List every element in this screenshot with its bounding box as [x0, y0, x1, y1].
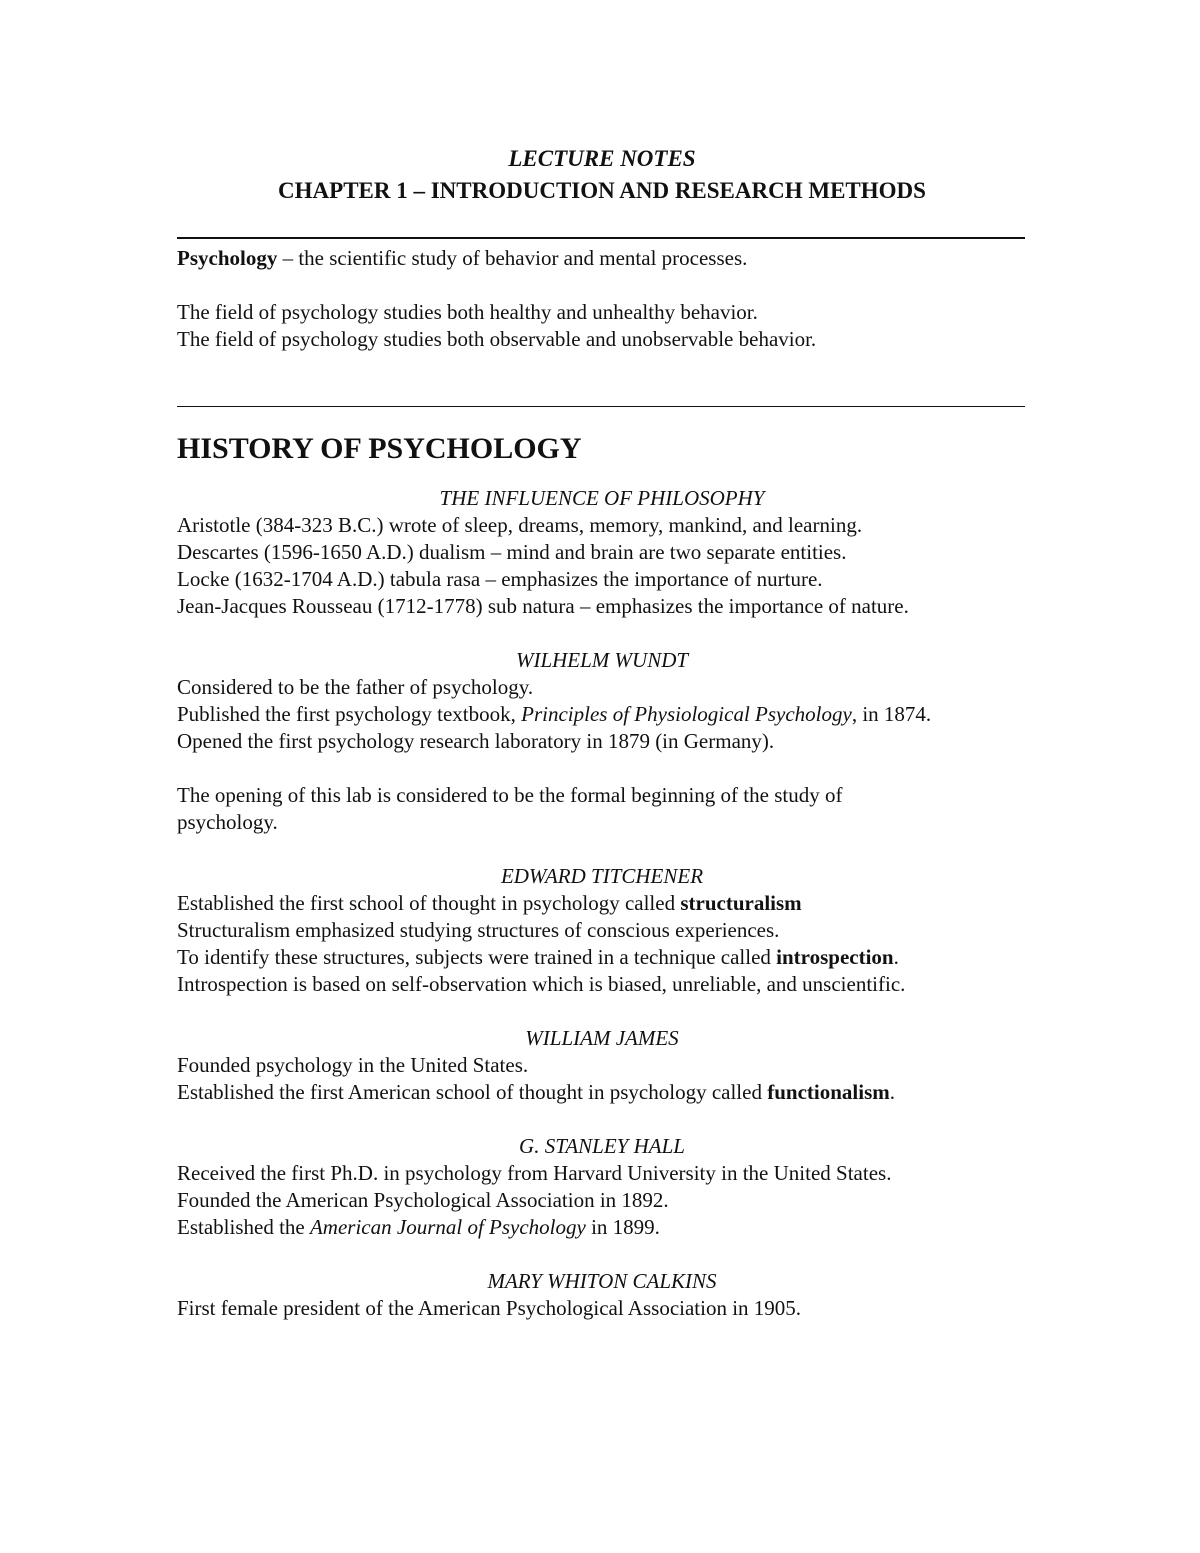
hall-line-1: Received the first Ph.D. in psychology from Harvard University in the United States.: [177, 1161, 892, 1185]
titchener-line-3-end: .: [893, 945, 899, 969]
spacer: [177, 836, 1027, 863]
titchener-line-4: Introspection is based on self-observation which is biased, unreliable, and unscientific.: [177, 972, 906, 996]
section-title-titchener: EDWARD TITCHENER: [500, 864, 704, 888]
spacer: [177, 755, 1027, 782]
wundt-paragraph: The opening of this lab is considered to be the formal beginning of the study of psychology.: [177, 783, 843, 834]
term-structuralism: structuralism: [680, 891, 802, 915]
section-title-wundt: WILHELM WUNDT: [515, 648, 689, 672]
wundt-line-3: Opened the first psychology research laboratory in 1879 (in Germany).: [177, 729, 775, 753]
field-line-1: The field of psychology studies both healthy and unhealthy behavior.: [177, 300, 758, 324]
philosophy-line-4: Jean-Jacques Rousseau (1712-1778) sub natura – emphasizes the importance of nature.: [177, 594, 909, 618]
james-line-2-text: Established the first American school of thought in psychology called: [177, 1080, 768, 1104]
field-line-2: The field of psychology studies both observable and unobservable behavior.: [177, 327, 817, 351]
spacer: [177, 272, 1027, 299]
journal-title: American Journal of Psychology: [309, 1215, 586, 1239]
doc-title: LECTURE NOTES: [508, 146, 696, 171]
wundt-line-2: [177, 701, 1027, 728]
section-title-philosophy: THE INFLUENCE OF PHILOSOPHY: [439, 486, 765, 510]
calkins-line-1: First female president of the American Psychological Association in 1905.: [177, 1296, 802, 1320]
spacer: [177, 1241, 1027, 1268]
term-introspection: introspection: [776, 945, 894, 969]
spacer: [177, 353, 1027, 406]
wundt-line-2-text: Published the first psychology textbook,: [177, 702, 522, 726]
james-line-1: Founded psychology in the United States.: [177, 1053, 529, 1077]
james-line-2-end: .: [889, 1080, 895, 1104]
titchener-line-2: Structuralism emphasized studying structures of conscious experiences.: [177, 918, 780, 942]
hall-line-2: Founded the American Psychological Association in 1892.: [177, 1188, 669, 1212]
titchener-line-3-text: To identify these structures, subjects were trained in a technique called: [177, 945, 777, 969]
divider-thick: [177, 237, 1025, 239]
titchener-line-1: [177, 890, 1027, 917]
philosophy-line-3: Locke (1632-1704 A.D.) tabula rasa – emphasizes the importance of nurture.: [177, 567, 823, 591]
james-line-2: [177, 1079, 1027, 1106]
titchener-line-3: [177, 944, 1027, 971]
wundt-book-title: Principles of Physiological Psychology: [521, 702, 852, 726]
section-title-hall: G. STANLEY HALL: [519, 1134, 685, 1158]
definition-text: – the scientific study of behavior and mental processes.: [277, 246, 748, 270]
spacer: [177, 620, 1027, 647]
philosophy-line-2: Descartes (1596-1650 A.D.) dualism – mind and brain are two separate entities.: [177, 540, 847, 564]
document-page: [177, 143, 1027, 1322]
philosophy-line-1: Aristotle (384-323 B.C.) wrote of sleep, dreams, memory, mankind, and learning.: [177, 513, 863, 537]
definition-term: Psychology: [177, 246, 278, 270]
section-title-calkins: MARY WHITON CALKINS: [487, 1269, 717, 1293]
hall-line-3-text: Established the: [177, 1215, 310, 1239]
hall-line-3: [177, 1214, 1027, 1241]
spacer: [177, 998, 1027, 1025]
spacer: [177, 1106, 1027, 1133]
definition-line: [177, 245, 1027, 272]
titchener-line-1-text: Established the first school of thought in psychology called: [177, 891, 681, 915]
spacer: [177, 469, 1027, 485]
wundt-line-2-end: , in 1874.: [851, 702, 932, 726]
hall-line-3-end: in 1899.: [585, 1215, 660, 1239]
term-functionalism: functionalism: [767, 1080, 890, 1104]
wundt-line-1: Considered to be the father of psychology.: [177, 675, 534, 699]
history-heading: HISTORY OF PSYCHOLOGY: [177, 432, 582, 465]
chapter-title: CHAPTER 1 – INTRODUCTION AND RESEARCH METHODS: [278, 178, 926, 203]
section-title-james: WILLIAM JAMES: [525, 1026, 679, 1050]
spacer: [177, 407, 1027, 429]
